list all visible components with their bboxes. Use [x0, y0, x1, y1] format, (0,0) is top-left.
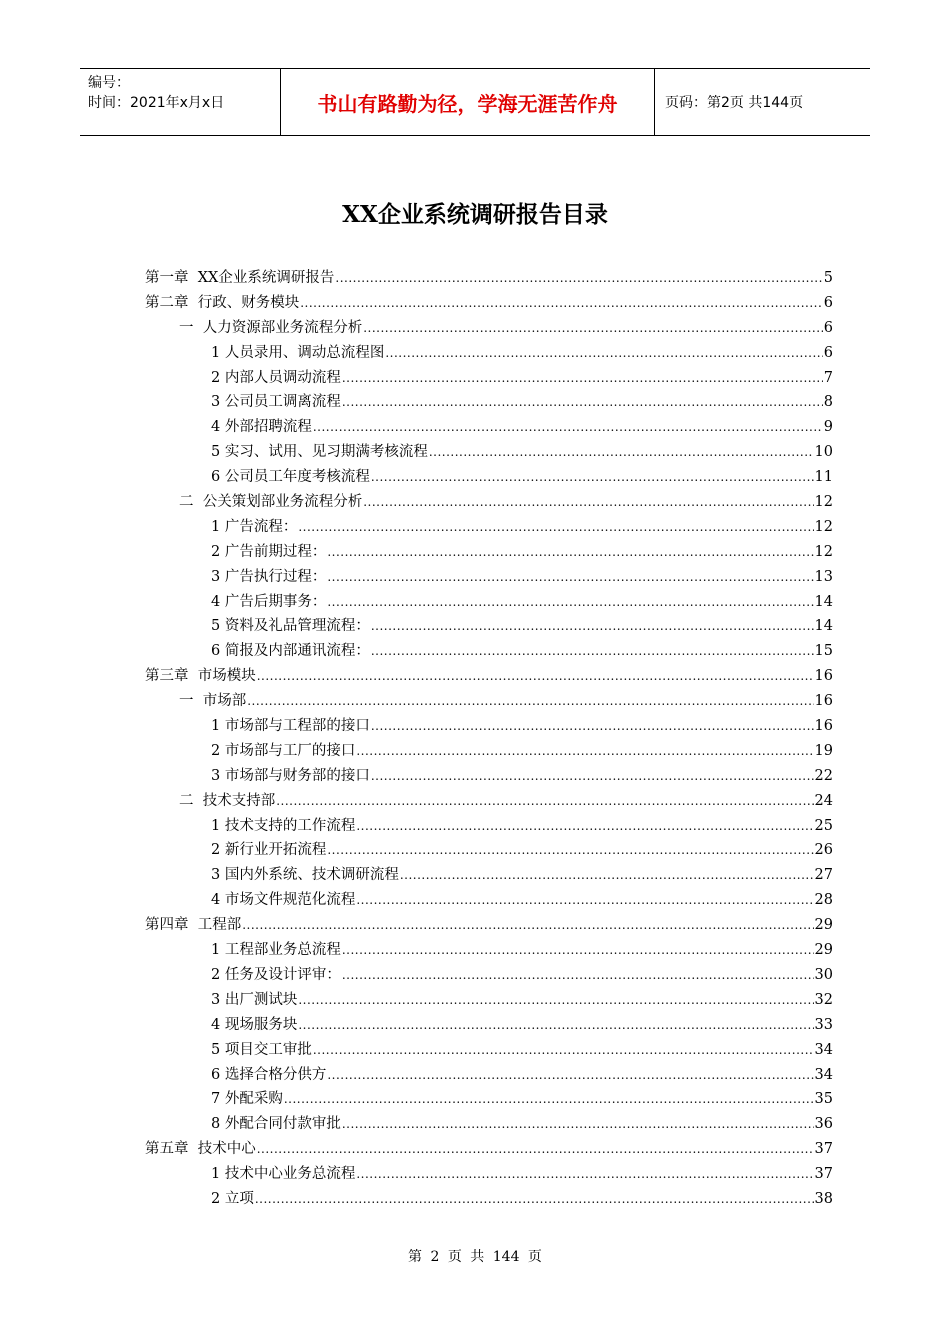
toc-entry-label: 二 技术支持部 — [179, 792, 276, 809]
toc-entry-label: 2 立项 — [211, 1190, 254, 1207]
toc-entry-label: 2 任务及设计评审： — [211, 966, 341, 983]
toc-entry-label: 2 新行业开拓流程 — [211, 842, 327, 859]
toc-dot-leader — [284, 1087, 814, 1112]
toc-entry[interactable] — [145, 938, 833, 963]
toc-entry[interactable] — [145, 814, 833, 839]
toc-entry[interactable] — [145, 465, 833, 490]
toc-entry-label: 第四章 工程部 — [145, 917, 242, 934]
toc-entry-page: 35 — [814, 1091, 833, 1108]
table-of-contents — [145, 266, 833, 1212]
toc-dot-leader — [298, 1013, 813, 1038]
toc-entry-page: 13 — [814, 568, 833, 585]
toc-dot-leader — [335, 266, 822, 291]
toc-dot-leader — [385, 341, 822, 366]
toc-entry-page: 36 — [814, 1116, 833, 1133]
toc-entry-page: 28 — [814, 892, 833, 909]
toc-entry[interactable] — [145, 1137, 833, 1162]
toc-entry-page: 22 — [814, 767, 833, 784]
toc-entry[interactable] — [145, 1038, 833, 1063]
toc-entry[interactable] — [145, 913, 833, 938]
toc-entry-label: 1 工程部业务总流程 — [211, 942, 341, 959]
toc-dot-leader — [356, 814, 813, 839]
toc-dot-leader — [429, 440, 814, 465]
toc-entry-label: 2 市场部与工厂的接口 — [211, 742, 356, 759]
toc-entry[interactable] — [145, 664, 833, 689]
toc-entry-label: 6 选择合格分供方 — [211, 1066, 327, 1083]
toc-entry[interactable] — [145, 888, 833, 913]
toc-entry-label: 一 市场部 — [179, 693, 247, 710]
toc-entry-page: 10 — [814, 444, 833, 461]
toc-entry-label: 5 项目交工审批 — [211, 1041, 312, 1058]
toc-entry[interactable] — [145, 714, 833, 739]
toc-entry-page: 9 — [823, 419, 833, 436]
number-label: 编号： — [88, 75, 130, 91]
toc-dot-leader — [371, 465, 814, 490]
toc-dot-leader — [298, 515, 813, 540]
toc-dot-leader — [342, 938, 814, 963]
toc-dot-leader — [327, 838, 813, 863]
toc-entry-label: 7 外配采购 — [211, 1091, 283, 1108]
toc-dot-leader — [327, 540, 813, 565]
toc-entry[interactable] — [145, 1013, 833, 1038]
toc-entry[interactable] — [145, 639, 833, 664]
toc-entry-page: 14 — [814, 593, 833, 610]
toc-entry-label: 第一章 XX企业系统调研报告 — [145, 270, 335, 286]
toc-entry-label: 3 广告执行过程： — [211, 568, 327, 585]
toc-entry-page: 8 — [823, 394, 833, 411]
toc-entry-label: 6 简报及内部通讯流程： — [211, 643, 370, 660]
toc-dot-leader — [356, 739, 813, 764]
toc-entry-label: 一 人力资源部业务流程分析 — [179, 319, 363, 336]
toc-entry[interactable] — [145, 590, 833, 615]
toc-entry[interactable] — [145, 341, 833, 366]
toc-entry[interactable] — [145, 415, 833, 440]
toc-dot-leader — [327, 1063, 813, 1088]
toc-dot-leader — [400, 863, 814, 888]
toc-dot-leader — [371, 639, 814, 664]
toc-dot-leader — [342, 366, 823, 391]
toc-entry[interactable] — [145, 739, 833, 764]
toc-dot-leader — [327, 590, 813, 615]
toc-entry-page: 6 — [823, 294, 833, 311]
toc-entry-label: 3 市场部与财务部的接口 — [211, 767, 370, 784]
toc-entry-label: 2 广告前期过程： — [211, 543, 327, 560]
toc-entry[interactable] — [145, 1087, 833, 1112]
toc-dot-leader — [300, 291, 823, 316]
toc-entry-label: 5 实习、试用、见习期满考核流程 — [211, 444, 428, 461]
toc-entry[interactable] — [145, 366, 833, 391]
toc-entry-label: 第三章 市场模块 — [145, 668, 256, 685]
toc-entry[interactable] — [145, 291, 833, 316]
toc-dot-leader — [342, 963, 814, 988]
toc-entry-page: 6 — [823, 344, 833, 361]
toc-entry-label: 第二章 行政、财务模块 — [145, 294, 300, 311]
toc-entry-label: 3 出厂测试块 — [211, 991, 298, 1008]
toc-entry-page: 12 — [814, 518, 833, 535]
toc-entry-page: 6 — [823, 319, 833, 336]
toc-entry-label: 1 技术中心业务总流程 — [211, 1166, 356, 1183]
toc-entry-page: 16 — [814, 718, 833, 735]
toc-entry-page: 30 — [814, 966, 833, 983]
toc-dot-leader — [356, 888, 813, 913]
toc-entry-page: 34 — [814, 1066, 833, 1083]
toc-entry[interactable] — [145, 963, 833, 988]
toc-entry-label: 4 现场服务块 — [211, 1016, 298, 1033]
toc-entry[interactable] — [145, 789, 833, 814]
document-title: XX企业系统调研报告目录 — [342, 201, 608, 228]
toc-entry-label: 第五章 技术中心 — [145, 1141, 256, 1158]
toc-entry-page: 37 — [814, 1166, 833, 1183]
toc-entry-label: 二 公关策划部业务流程分析 — [179, 494, 363, 511]
toc-dot-leader — [276, 789, 813, 814]
toc-entry-page: 11 — [814, 469, 833, 486]
toc-entry-page: 16 — [814, 668, 833, 685]
toc-entry[interactable] — [145, 515, 833, 540]
toc-entry-label: 6 公司员工年度考核流程 — [211, 469, 370, 486]
toc-entry[interactable] — [145, 838, 833, 863]
toc-dot-leader — [363, 316, 823, 341]
toc-entry[interactable] — [145, 863, 833, 888]
toc-entry[interactable] — [145, 440, 833, 465]
toc-entry[interactable] — [145, 1162, 833, 1187]
toc-entry-label: 8 外配合同付款审批 — [211, 1116, 341, 1133]
toc-dot-leader — [313, 1038, 814, 1063]
toc-entry-page: 19 — [814, 742, 833, 759]
toc-entry-page: 16 — [814, 693, 833, 710]
toc-entry[interactable] — [145, 764, 833, 789]
toc-dot-leader — [247, 689, 813, 714]
toc-entry-label: 1 技术支持的工作流程 — [211, 817, 356, 834]
toc-entry-page: 7 — [823, 369, 833, 386]
toc-dot-leader — [298, 988, 813, 1013]
toc-dot-leader — [371, 614, 814, 639]
toc-entry-label: 4 广告后期事务： — [211, 593, 327, 610]
toc-entry-page: 24 — [814, 792, 833, 809]
header-motto: 书山有路勤为径，学海无涯苦作舟 — [281, 69, 655, 135]
toc-entry-page: 27 — [814, 867, 833, 884]
toc-entry-page: 34 — [814, 1041, 833, 1058]
time-label: 时间：2021年x月x日 — [88, 95, 225, 111]
header-page-info: 页码：第2页 共144页 — [665, 95, 804, 111]
toc-dot-leader — [371, 714, 814, 739]
page-footer: 第 2 页 共 144 页 — [408, 1249, 542, 1265]
toc-entry-page: 26 — [814, 842, 833, 859]
toc-dot-leader — [313, 415, 823, 440]
toc-dot-leader — [257, 1137, 814, 1162]
toc-entry-label: 3 国内外系统、技术调研流程 — [211, 867, 399, 884]
toc-entry-page: 29 — [814, 942, 833, 959]
toc-dot-leader — [342, 1112, 814, 1137]
toc-entry-label: 1 人员录用、调动总流程图 — [211, 344, 385, 361]
toc-dot-leader — [363, 490, 813, 515]
toc-entry-page: 37 — [814, 1141, 833, 1158]
toc-entry-page: 12 — [814, 494, 833, 511]
toc-entry-page: 33 — [814, 1016, 833, 1033]
toc-entry-page: 25 — [814, 817, 833, 834]
toc-entry-page: 14 — [814, 618, 833, 635]
toc-entry[interactable] — [145, 266, 833, 291]
toc-dot-leader — [242, 913, 813, 938]
toc-entry[interactable] — [145, 1112, 833, 1137]
toc-entry-page: 29 — [814, 917, 833, 934]
toc-entry[interactable] — [145, 614, 833, 639]
toc-dot-leader — [342, 390, 823, 415]
toc-dot-leader — [257, 664, 814, 689]
toc-entry[interactable] — [145, 490, 833, 515]
toc-dot-leader — [356, 1162, 813, 1187]
toc-dot-leader — [255, 1187, 814, 1212]
toc-entry-page: 15 — [814, 643, 833, 660]
toc-entry[interactable] — [145, 988, 833, 1013]
toc-dot-leader — [371, 764, 814, 789]
toc-entry-label: 4 市场文件规范化流程 — [211, 892, 356, 909]
toc-entry[interactable] — [145, 565, 833, 590]
toc-entry-label: 1 市场部与工程部的接口 — [211, 718, 370, 735]
toc-entry-label: 5 资料及礼品管理流程： — [211, 618, 370, 635]
toc-entry[interactable] — [145, 316, 833, 341]
toc-entry[interactable] — [145, 1187, 833, 1212]
toc-entry-page: 12 — [814, 543, 833, 560]
toc-entry-page: 38 — [814, 1190, 833, 1207]
header-meta — [80, 69, 281, 135]
toc-entry-page: 32 — [814, 991, 833, 1008]
toc-entry[interactable] — [145, 689, 833, 714]
toc-entry[interactable] — [145, 540, 833, 565]
page-header — [80, 68, 870, 136]
toc-entry-label: 4 外部招聘流程 — [211, 419, 312, 436]
toc-entry-label: 2 内部人员调动流程 — [211, 369, 341, 386]
toc-entry-label: 1 广告流程： — [211, 518, 298, 535]
toc-entry[interactable] — [145, 1063, 833, 1088]
toc-dot-leader — [327, 565, 813, 590]
toc-entry-label: 3 公司员工调离流程 — [211, 394, 341, 411]
toc-entry-page: 5 — [823, 270, 833, 286]
toc-entry[interactable] — [145, 390, 833, 415]
